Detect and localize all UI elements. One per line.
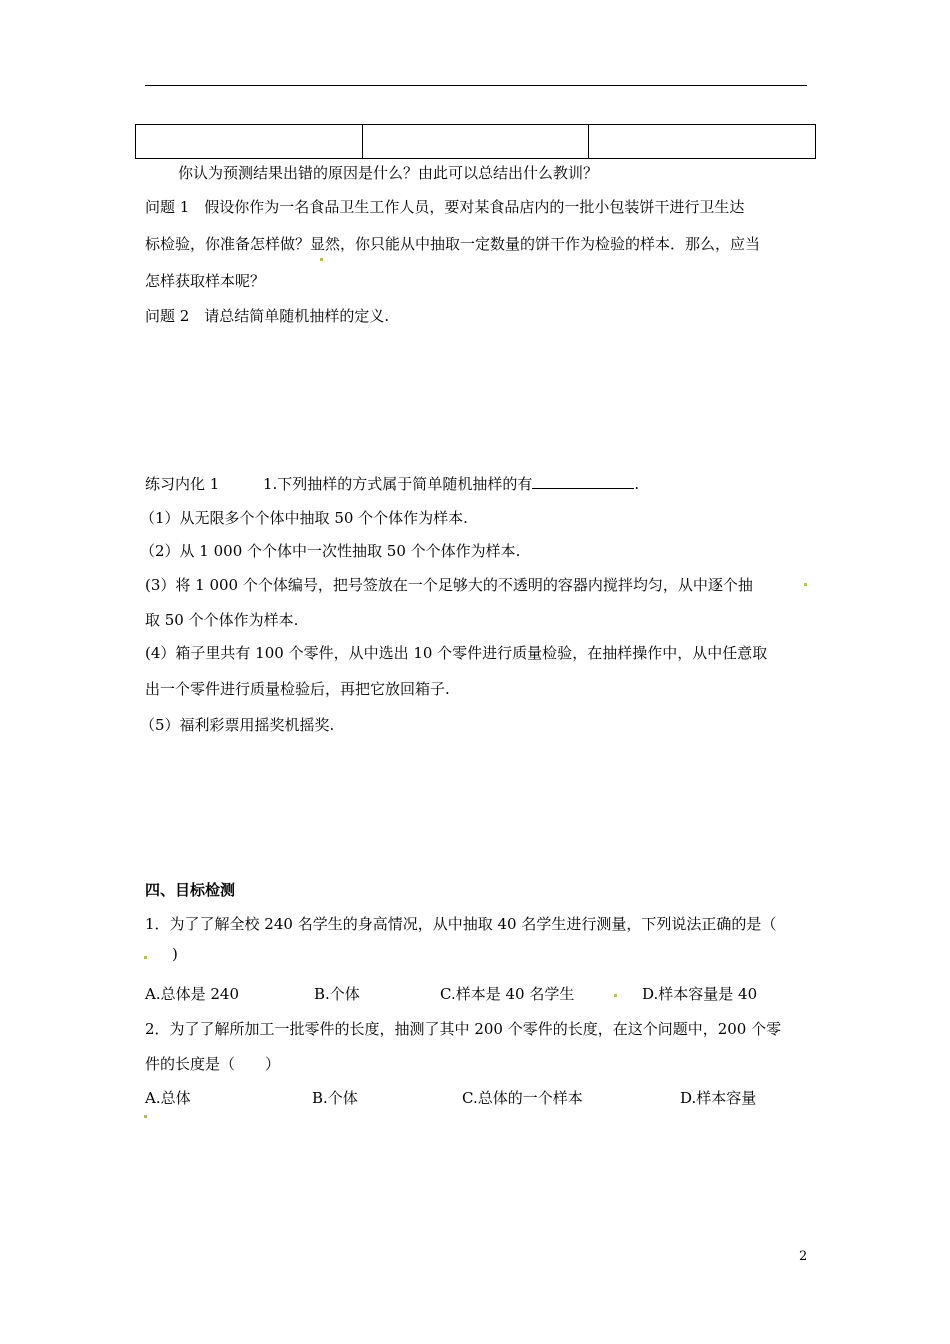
scan-speck <box>320 258 323 261</box>
test-q2-option-c: C.总体的一个样本 <box>462 1089 583 1107</box>
test-q1-option-c: C.样本是 40 名学生 <box>440 985 575 1003</box>
test-q1-stem-line-1: 1．为了了解全校 240 名学生的身高情况，从中抽取 40 名学生进行测量，下列说法正确的是（ <box>145 915 777 933</box>
practice-item-1: （1）从无限多个个体中抽取 50 个个体作为样本. <box>140 509 468 527</box>
page-number: 2 <box>799 1249 808 1264</box>
table-cell <box>589 125 816 159</box>
scan-speck <box>144 1115 147 1118</box>
question-2: 问题 2 请总结简单随机抽样的定义. <box>145 307 390 325</box>
question-1-line-1: 问题 1 假设你作为一名食品卫生工作人员，要对某食品店内的一批小包装饼干进行卫生达 <box>145 198 745 216</box>
practice-item-4-line-2: 出一个零件进行质量检验后，再把它放回箱子. <box>145 680 450 698</box>
scan-speck <box>614 994 617 997</box>
section-heading: 四、目标检测 <box>145 881 236 899</box>
question-1-line-3: 怎样获取样本呢？ <box>145 272 266 290</box>
test-q2-option-b: B.个体 <box>312 1089 358 1107</box>
test-q2-stem-line-2: 件的长度是（ ） <box>145 1055 281 1073</box>
table-cell <box>362 125 589 159</box>
scan-speck <box>804 583 807 586</box>
answer-blank <box>532 474 634 489</box>
table-cell <box>136 125 363 159</box>
practice-item-2: （2）从 1 000 个个体中一次性抽取 50 个个体作为样本. <box>140 542 521 560</box>
test-q2-stem-line-1: 2．为了了解所加工一批零件的长度，抽测了其中 200 个零件的长度，在这个问题中，200 个零 <box>145 1020 782 1038</box>
test-q1-option-a: A.总体是 240 <box>145 985 239 1003</box>
blank-table <box>135 124 816 159</box>
practice-item-5: （5）福利彩票用摇奖机摇奖. <box>140 716 335 734</box>
practice-stem <box>263 473 639 494</box>
header-rule <box>145 85 807 86</box>
question-1-line-2: 标检验，你准备怎样做？显然，你只能从中抽取一定数量的饼干作为检验的样本．那么，应当 <box>145 235 761 253</box>
test-q1-option-b: B.个体 <box>314 985 360 1003</box>
test-q1-stem-line-2: ) <box>172 945 178 963</box>
test-q1-option-d: D.样本容量是 40 <box>642 985 758 1003</box>
review-prompt: 你认为预测结果出错的原因是什么？由此可以总结出什么教训？ <box>178 164 599 182</box>
practice-item-3-line-2: 取 50 个个体作为样本. <box>145 611 299 629</box>
test-q2-option-d: D.样本容量 <box>680 1089 757 1107</box>
table-row <box>136 125 816 159</box>
practice-item-3-line-1: (3）将 1 000 个个体编号，把号签放在一个足够大的不透明的容器内搅拌均匀，从中逐个抽 <box>145 576 753 594</box>
practice-label: 练习内化 1 <box>145 475 220 493</box>
practice-stem-text: 1.下列抽样的方式属于简单随机抽样的有 <box>263 475 533 493</box>
practice-stem-end: . <box>634 475 640 493</box>
practice-item-4-line-1: (4）箱子里共有 100 个零件，从中选出 10 个零件进行质量检验，在抽样操作中，从中任意取 <box>145 644 768 662</box>
scan-speck <box>144 956 147 959</box>
test-q2-option-a: A.总体 <box>145 1089 191 1107</box>
